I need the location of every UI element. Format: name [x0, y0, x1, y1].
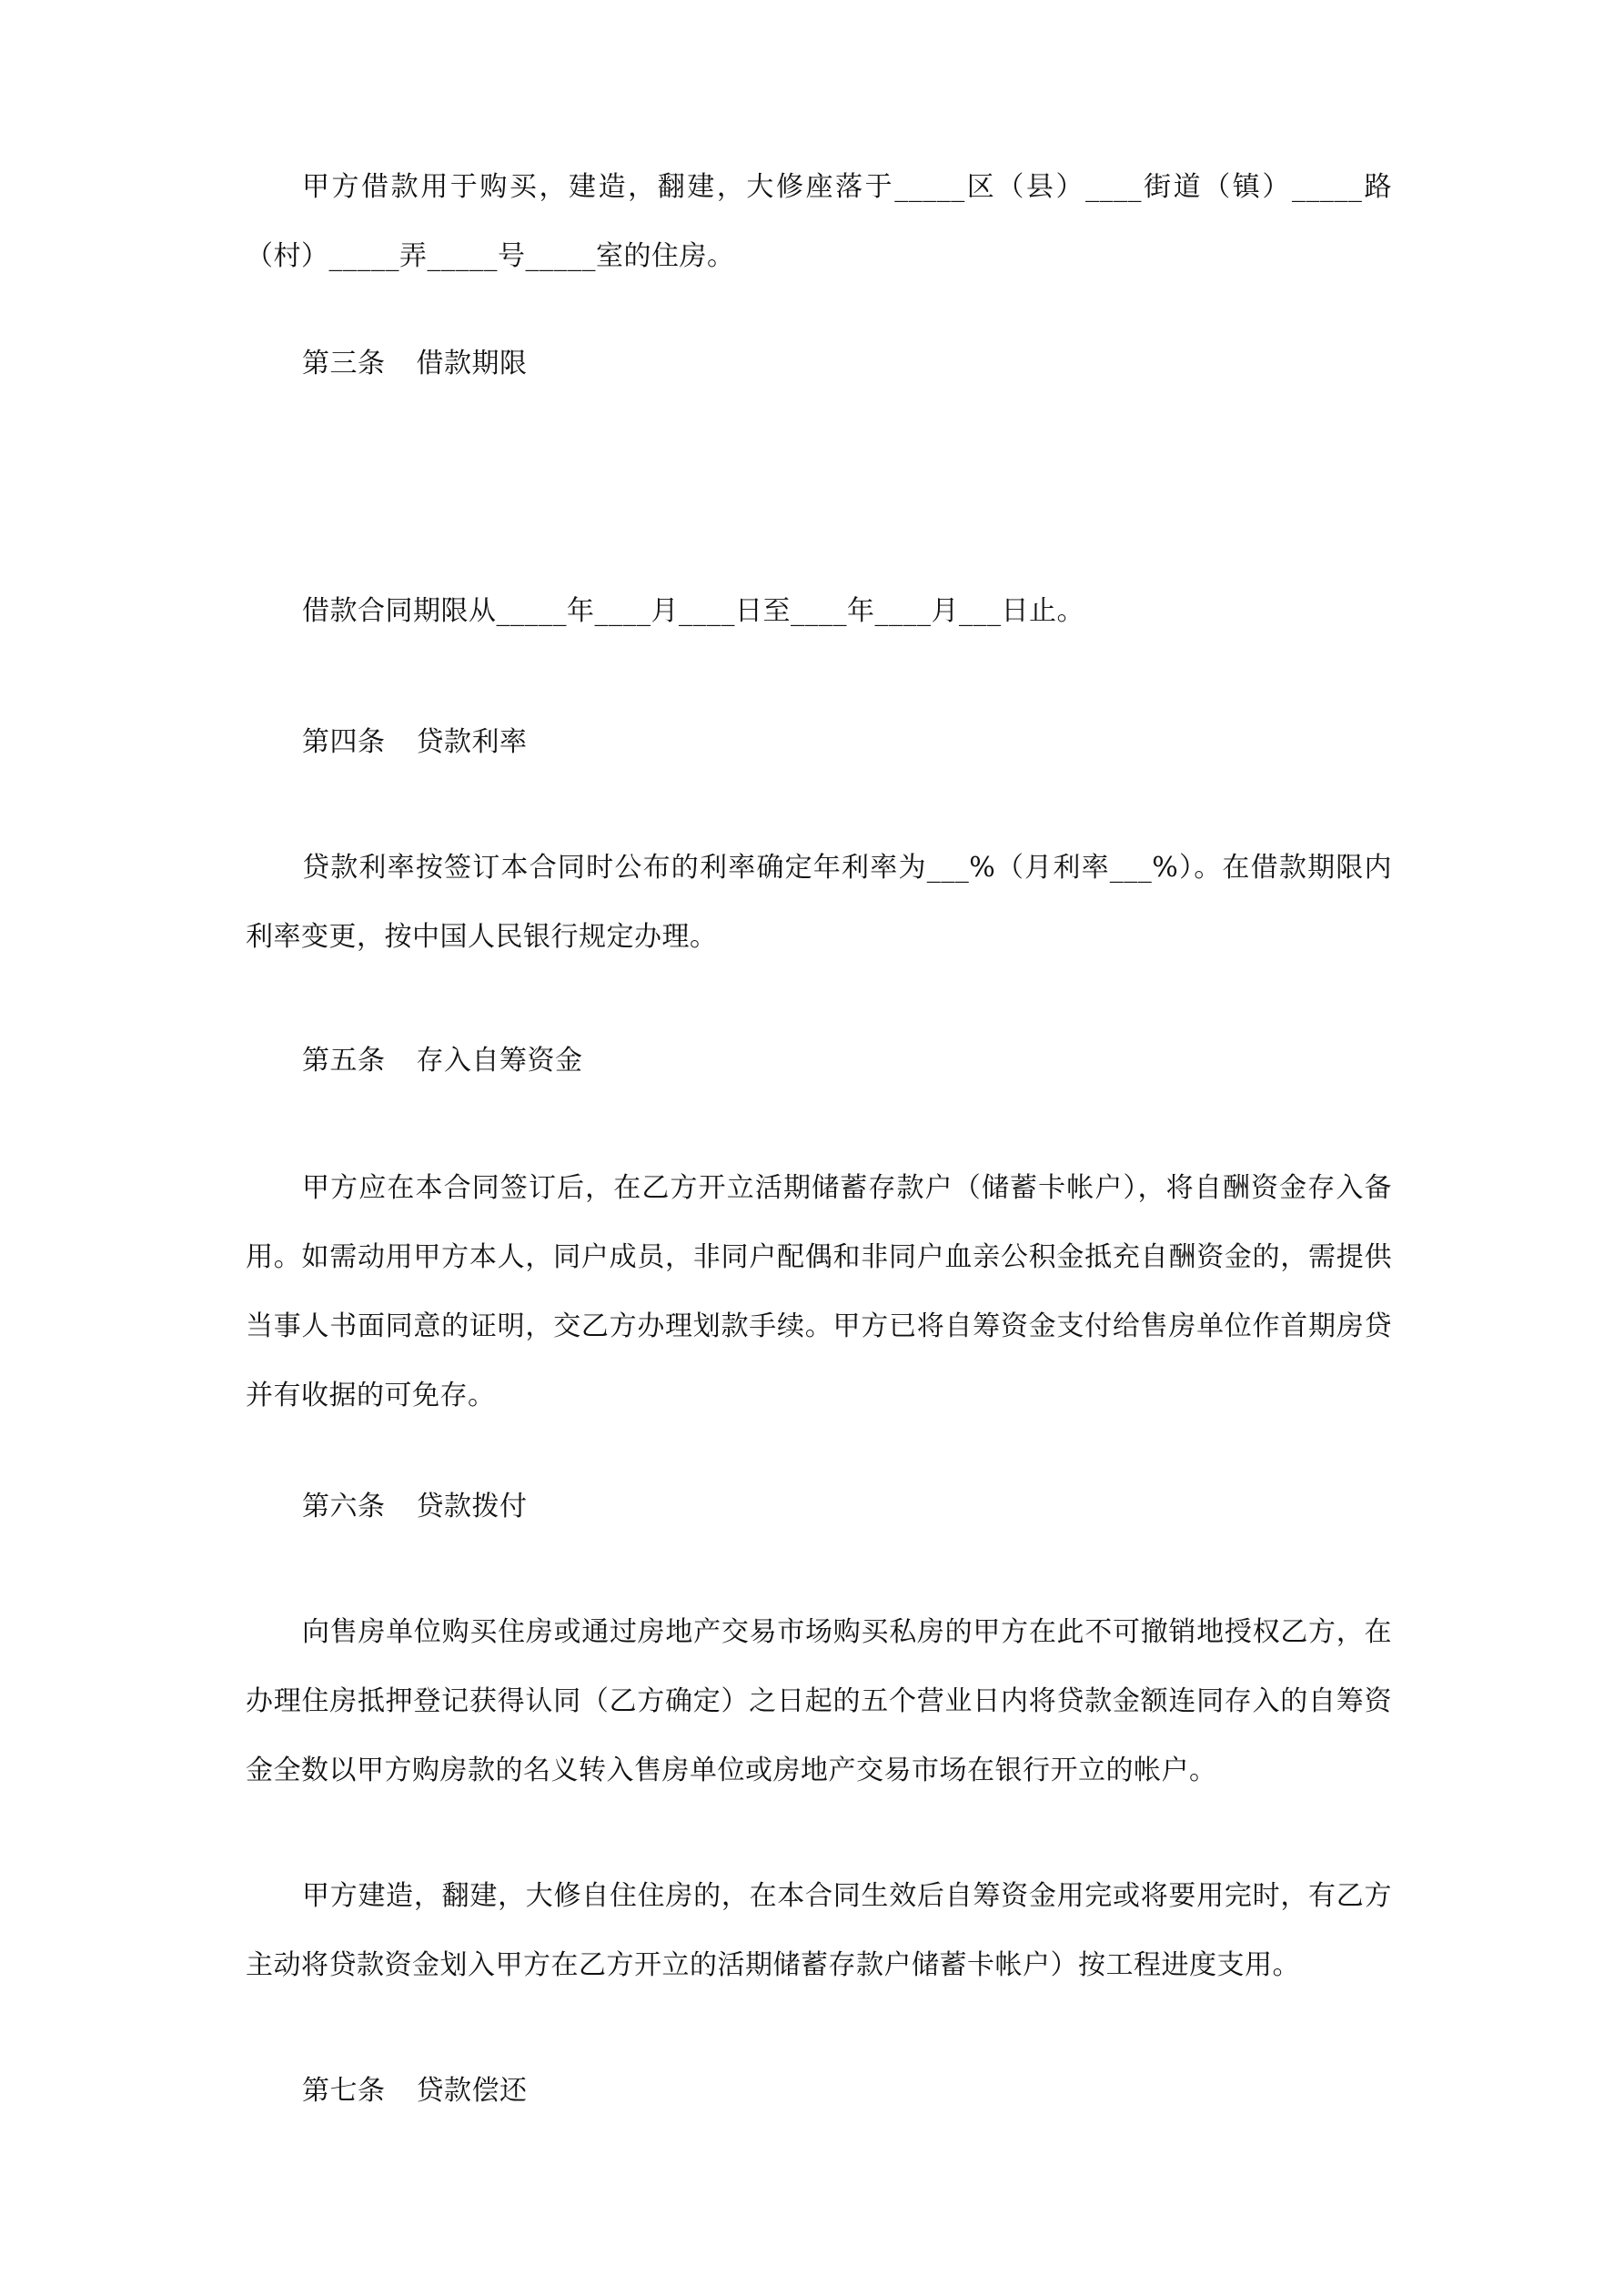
article-number: 第六条	[302, 1491, 386, 1522]
document-page	[246, 0, 1392, 2296]
article-3-heading	[246, 329, 1392, 399]
paragraph-loan-term: 借款合同期限从_____年____月____日至____年____月___日止。	[302, 595, 1084, 627]
article-title: 存入自筹资金	[416, 1045, 583, 1077]
paragraph-self-funds-deposit: 甲方应在本合同签订后，在乙方开立活期储蓄存款户（储蓄卡帐户），将自酬资金存入备用。如需动用甲方本人，同户成员，非同户配偶和非同户血亲公积金抵充自酬资金的，需提供当事人书面同意的证明，交乙方办理划款手续。甲方已将自筹资金支付给售房单位作首期房贷并有收据的可免存。	[246, 1172, 1392, 1411]
article-number: 第四条	[302, 726, 386, 758]
article-6-heading	[246, 1472, 1392, 1542]
article-number: 第五条	[302, 1045, 386, 1077]
article-number: 第三条	[302, 348, 386, 379]
paragraph-interest-rate: 贷款利率按签订本合同时公布的利率确定年利率为___%（月利率___%）。在借款期限内利率变更，按中国人民银行规定办理。	[246, 852, 1392, 953]
article-4-heading	[246, 708, 1392, 777]
article-5-heading	[246, 1027, 1392, 1096]
article-number: 第七条	[302, 2075, 386, 2107]
article-title: 贷款偿还	[416, 2075, 528, 2107]
article-title: 贷款拨付	[416, 1491, 528, 1522]
paragraph-loan-purpose: 甲方借款用于购买，建造，翻建，大修座落于_____区（县）____街道（镇）_____路（村）_____弄_____号_____室的住房。	[246, 171, 1392, 272]
article-title: 借款期限	[416, 348, 528, 379]
article-7-heading	[246, 2057, 1392, 2126]
paragraph-disbursement-purchase: 向售房单位购买住房或通过房地产交易市场购买私房的甲方在此不可撤销地授权乙方，在办理住房抵押登记获得认同（乙方确定）之日起的五个营业日内将贷款金额连同存入的自筹资金全数以甲方购房款的名义转入售房单位或房地产交易市场在银行开立的帐户。	[246, 1616, 1392, 1786]
paragraph-disbursement-construction: 甲方建造，翻建，大修自住住房的，在本合同生效后自筹资金用完或将要用完时，有乙方主动将贷款资金划入甲方在乙方开立的活期储蓄存款户储蓄卡帐户）按工程进度支用。	[246, 1880, 1392, 1981]
article-title: 贷款利率	[416, 726, 528, 758]
